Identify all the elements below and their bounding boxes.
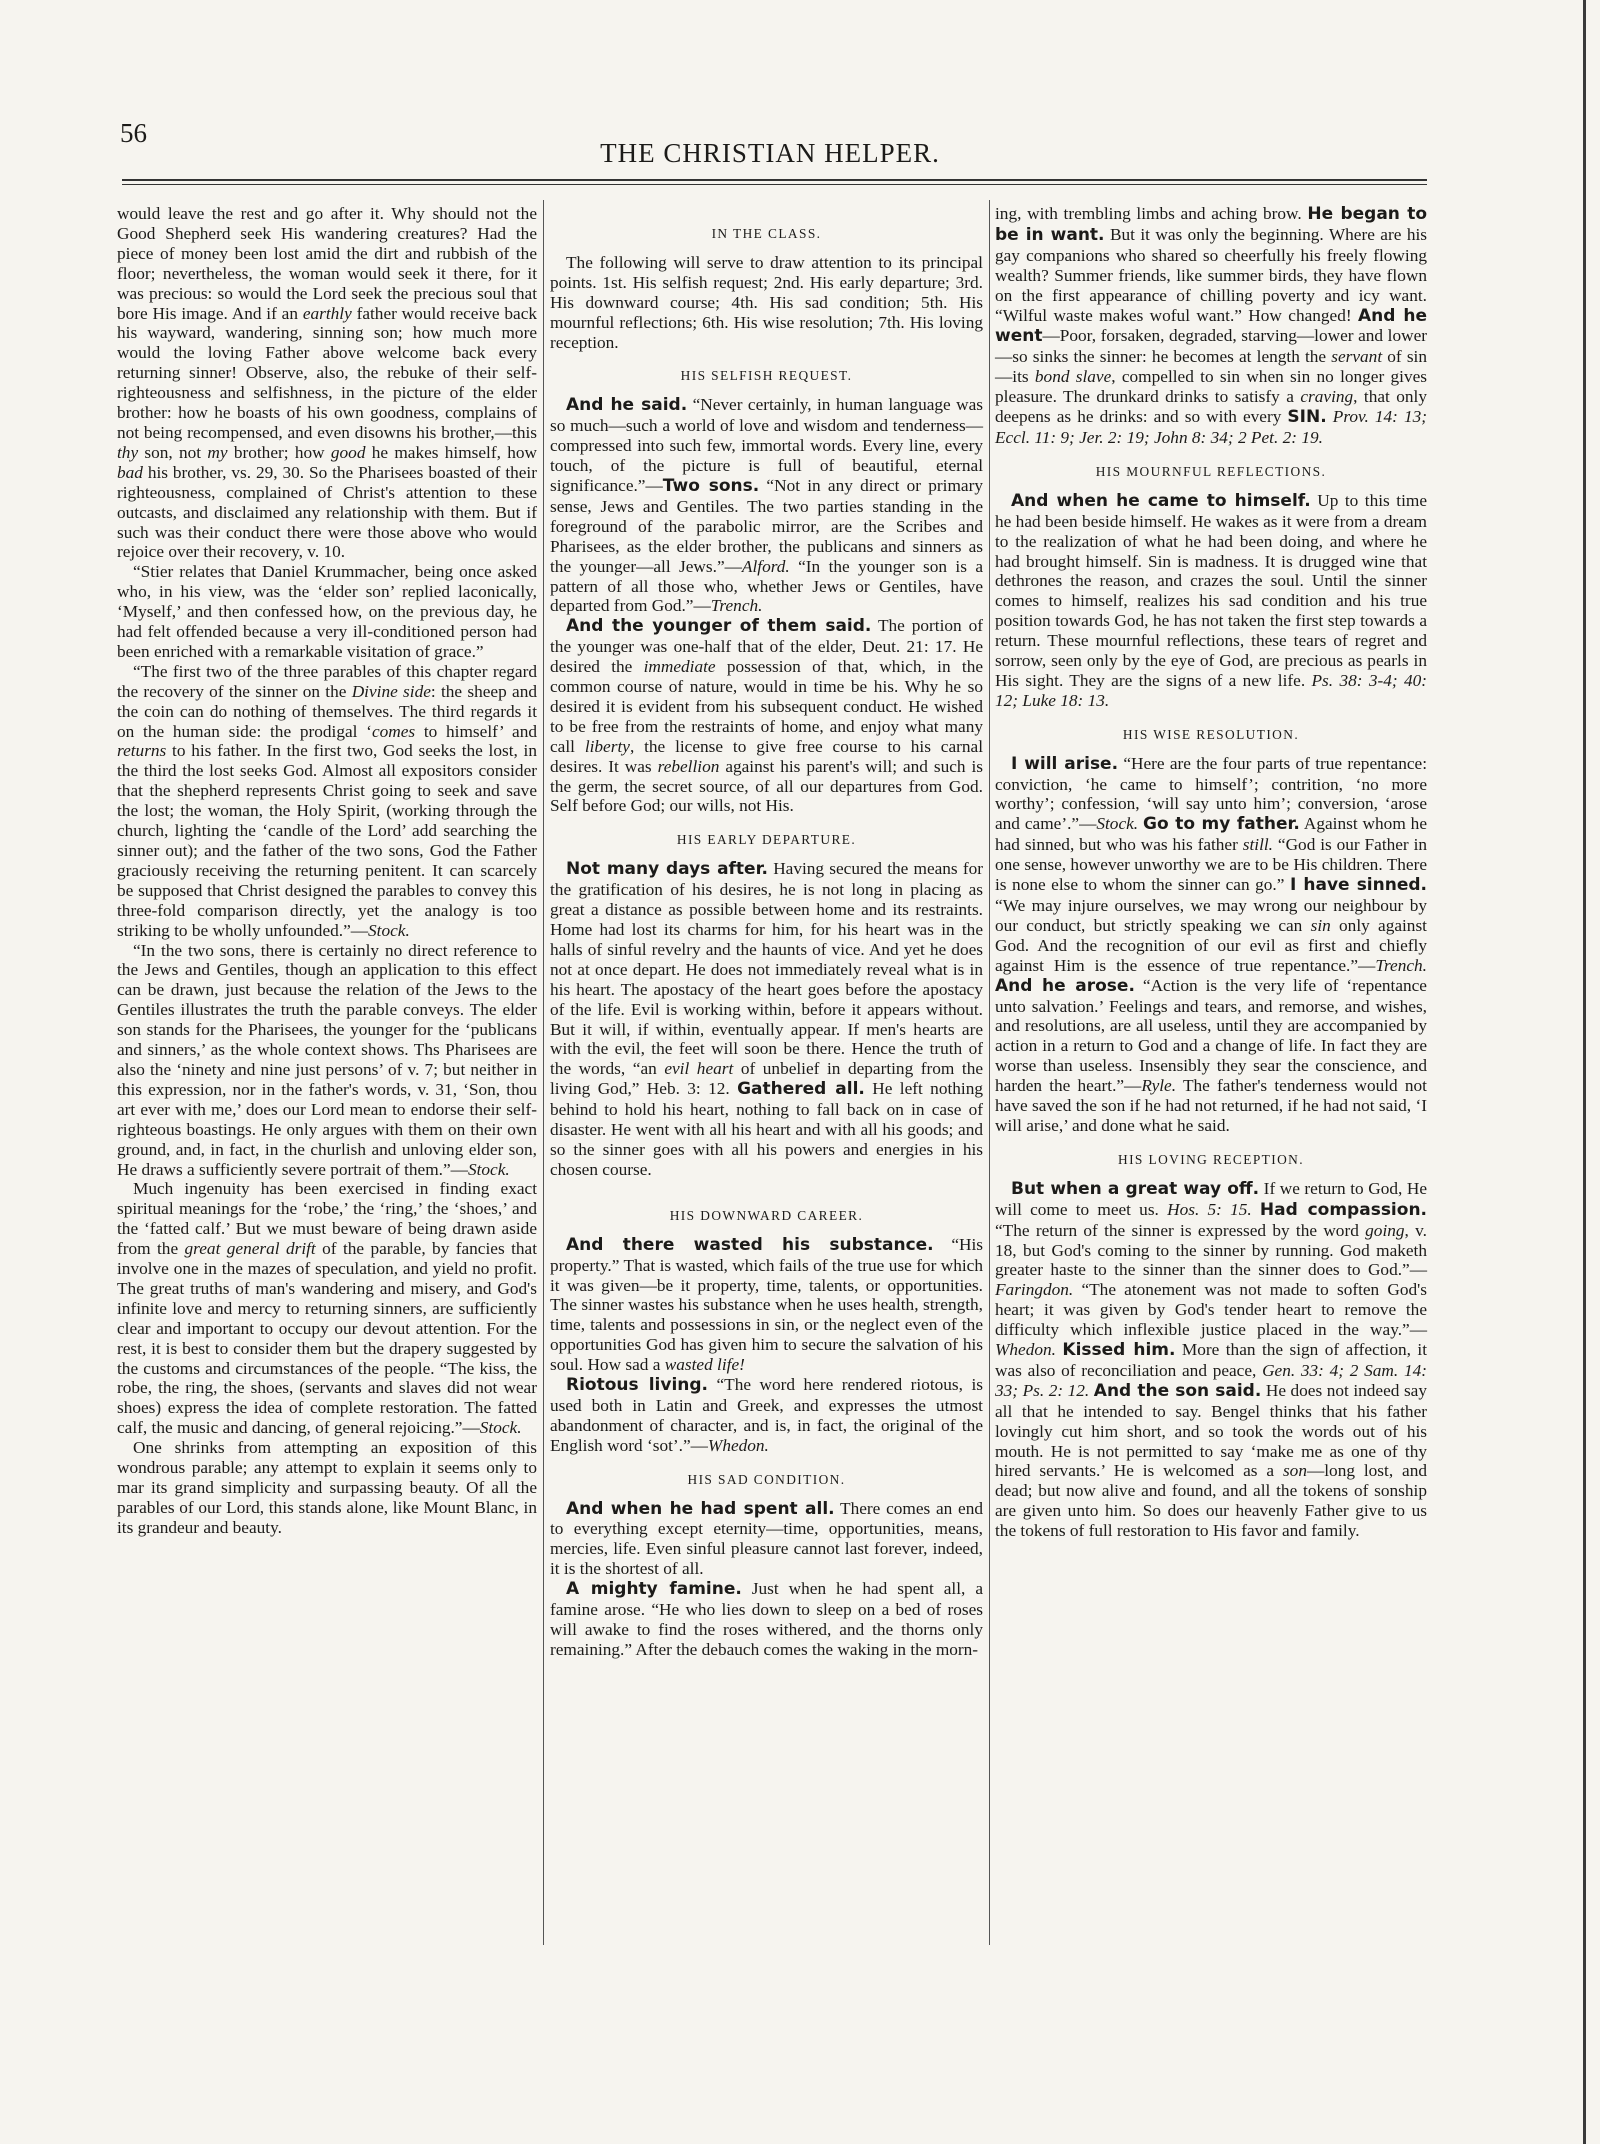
header-rule-top bbox=[122, 179, 1427, 181]
section-heading: IN THE CLASS. bbox=[711, 226, 822, 241]
keyword-phrase: He began to be in want. bbox=[995, 204, 1427, 245]
paragraph bbox=[117, 204, 537, 562]
text-run: : the sheep and the coin can do nothing of themselves. The third regards it on the human side: the prodigal ‘ bbox=[117, 681, 537, 741]
text-run: He does not indeed say all that he intended to say. Bengel thinks that his father lovingly cut him short, and so took the words out of his mouth. He is not permitted to say ‘make me as one of thy hired servants.’ He is welcomed as a bbox=[995, 1380, 1427, 1481]
italic-text: Trench. bbox=[710, 596, 763, 616]
paragraph bbox=[550, 616, 983, 816]
italic-text: immediate bbox=[643, 657, 716, 677]
text-run: “The word here rendered riotous, is used both in Latin and Greek, and expresses the utmost abandonment of character, and is, in fact, the original of the English word ‘sot’.”— bbox=[550, 1375, 983, 1455]
text-run: More than the sign of affection, it was also of reconciliation and peace, bbox=[995, 1340, 1427, 1380]
text-run: against his parent's will; and such is the germ, the secret source, of all our departures from God. Self before God; our wills, not His. bbox=[550, 756, 984, 816]
keyword-phrase: Two sons. bbox=[662, 475, 760, 496]
paragraph bbox=[117, 1438, 537, 1538]
italic-text: still. bbox=[1242, 835, 1274, 855]
paragraph bbox=[550, 1499, 983, 1580]
text-column-middle bbox=[550, 204, 983, 1660]
text-run: of the parable, by fancies that involve one in the mazes of speculation, and yield no profit. The great truths of man's wandering and misery, and God's infinite love and mercy to returning sinners, are sufficiently clear and important to occupy our devout attention. For the rest, it is best to consider them but the drapery suggested by the customs and circumstances of the people. “The kiss, the robe, the ring, the shoes, (servants and slaves did not wear shoes) express the idea of complete restoration. The fatted calf, the music and dancing, of general rejoicing.”— bbox=[117, 1239, 537, 1438]
italic-text: Whedon. bbox=[707, 1435, 769, 1455]
text-run: The portion of the younger was one-half that of the elder, Deut. 21: 17. He desired the bbox=[550, 616, 983, 677]
text-run: The following will serve to draw attention to its principal points. 1st. His selfish request; 2nd. His early departure; 3rd. His downward course; 4th. His sad condition; 5th. His mournful reflections; 6th. His wise resolution; 7th. His loving reception. bbox=[550, 252, 983, 352]
section-heading: HIS WISE RESOLUTION. bbox=[1122, 726, 1300, 742]
keyword-phrase: And he went bbox=[995, 305, 1427, 347]
keyword-phrase: Had compassion. bbox=[1259, 1199, 1428, 1220]
section-heading: HIS LOVING RECEPTION. bbox=[1118, 1151, 1304, 1167]
text-run: Up to this time he had been beside himself. He wakes as it were from a dream to the realization of what he had been doing, and where he had brought himself. Sin is madness. It is drugged wine that dethrones the reason, and crazes the soul. Until the sinner comes to himself, realizes his sad condition and his true position towards God, he has not taken the first step towards a return. These mournful reflections, these tears of regret and sorrow, seen only by the eye of God, are precious as pearls in His sight. They are the signs of a new life. bbox=[995, 490, 1428, 690]
text-run: “Stier relates that Daniel Krummacher, being once asked who, in his view, was the ‘elder son’ replied laconically, ‘Myself,’ and then confessed how, on the previous day, he had felt offended because a very ill-conditioned person had been enriched with a remarkable visitation of grace.” bbox=[117, 562, 537, 661]
italic-text: earthly bbox=[302, 303, 352, 323]
italic-text: Ps. 38: 3-4; 40: 12; Luke 18: 13. bbox=[995, 670, 1427, 710]
text-run: “His property.” That is wasted, which fails of the true use for which it was given—be it property, time, talents, or opportunities. The sinner wastes his substance when he uses health, strength, time, talents and possessions in sin, or the neglect even of the opportunities God has given him to secure the salvation of his soul. How sad a bbox=[550, 1234, 984, 1375]
italic-text: Trench. bbox=[1375, 955, 1427, 975]
italic-text: my bbox=[207, 442, 228, 462]
keyword-phrase: I will arise. bbox=[1011, 753, 1119, 774]
italic-text: Faringdon. bbox=[995, 1280, 1074, 1300]
text-run: Against whom he had sinned, but who was his father bbox=[995, 814, 1427, 855]
text-run: to himself’ and bbox=[415, 721, 537, 741]
paragraph bbox=[550, 253, 983, 353]
keyword-phrase: And the son said. bbox=[1093, 1380, 1262, 1401]
running-head-title: THE CHRISTIAN HELPER. bbox=[600, 138, 940, 168]
keyword-phrase: And there wasted his substance. bbox=[566, 1234, 934, 1255]
italic-text: Prov. 14: 13; Eccl. 11: 9; Jer. 2: 19; John 8: 34; 2 Pet. 2: 19. bbox=[995, 407, 1427, 447]
keyword-phrase: And he arose. bbox=[995, 975, 1135, 996]
column-divider-2 bbox=[989, 200, 990, 1945]
text-run: of sin—its bbox=[995, 347, 1427, 387]
text-run: “In the younger son is a pattern of all those who, whether Jews or Gentiles, have departed from God.”— bbox=[550, 556, 983, 616]
keyword-phrase: And when he had spent all. bbox=[566, 1498, 835, 1519]
text-run: to his father. In the first two, God seeks the lost, in the third the lost seeks God. Almost all expositors consider that the shepherd represents Christ going to seek and save the lost; the woman, the Holy Spirit, (working through the church, lighting the ‘candle of the Lord’ add searching the sinner out); and the father of the two sons, God the Father graciously receiving the returning penitent. It can scarcely be supposed that Christ designed the parables to convey this three-fold comparison directly, yet the analogy is too striking to be wholly unfounded.”— bbox=[117, 741, 537, 940]
italic-text: comes bbox=[371, 721, 416, 741]
text-column-right bbox=[995, 204, 1427, 1541]
paragraph bbox=[550, 1375, 983, 1456]
section-heading: HIS MOURNFUL REFLECTIONS. bbox=[1095, 463, 1327, 479]
paragraph bbox=[117, 941, 537, 1180]
text-run: “The first two of the three parables of this chapter regard the recovery of the sinner on the bbox=[117, 661, 537, 701]
section-heading: HIS SELFISH REQUEST. bbox=[680, 368, 853, 384]
italic-text: Gen. 33: 4; 2 Sam. 14: 33; Ps. 2: 12. bbox=[995, 1360, 1427, 1400]
text-run bbox=[1252, 1200, 1260, 1219]
italic-text: sin bbox=[1310, 915, 1331, 935]
paragraph bbox=[995, 204, 1427, 448]
italic-text: going bbox=[1365, 1220, 1405, 1240]
keyword-phrase: And the younger of them said. bbox=[566, 616, 872, 637]
keyword-phrase: Not many days after. bbox=[566, 859, 769, 880]
text-run: “The return of the sinner is expressed by the word bbox=[995, 1220, 1366, 1240]
text-run: If we return to God, He will come to meet us. bbox=[995, 1178, 1427, 1219]
text-run: ing, with trembling limbs and aching brow. bbox=[995, 204, 1308, 223]
text-run: Just when he had spent all, a famine arose. “He who lies down to sleep on a bed of roses will awake to find the roses withered, and the thorns only remaining.” After the debauch comes the waking in the morn- bbox=[550, 1579, 983, 1659]
italic-text: craving bbox=[1300, 387, 1354, 407]
italic-text: Stock. bbox=[368, 920, 410, 940]
keyword-phrase: Kissed him. bbox=[1062, 1340, 1176, 1361]
page-edge-shadow bbox=[1583, 0, 1586, 2144]
paragraph bbox=[995, 491, 1427, 711]
paragraph bbox=[995, 1179, 1427, 1541]
section-spacer bbox=[550, 1180, 983, 1192]
text-run: —Poor, forsaken, degraded, starving—lower and lower—so sinks the sinner: he becomes at length the bbox=[995, 326, 1427, 367]
italic-text: liberty bbox=[584, 736, 630, 756]
paragraph bbox=[995, 754, 1427, 1136]
paragraph bbox=[550, 1579, 983, 1660]
text-run: “Here are the four parts of true repentance: conviction, ‘he came to himself’; contrition, ‘no more worthy’; confession, ‘will say unto him’; conversion, ‘arose and came’.”— bbox=[995, 753, 1428, 834]
text-column-left bbox=[117, 204, 537, 1538]
italic-text: wasted life! bbox=[664, 1355, 745, 1375]
text-run: But it was only the beginning. Where are his gay companions who shared so cheerfully his freely flowing wealth? Summer friends, like summer birds, they have flown on the first appearance of chilling poverty and icy want. “Wilful waste makes woful want.” How changed! bbox=[995, 224, 1427, 325]
italic-text: evil heart bbox=[664, 1059, 734, 1079]
italic-text: Alford. bbox=[741, 556, 790, 576]
text-run: —long lost, and dead; but now alive and found, and all the tokens of sonship are given unto him. So does our heavenly Father give to us the tokens of full restoration to His favor and family. bbox=[995, 1461, 1427, 1541]
paragraph bbox=[550, 1235, 983, 1375]
italic-text: good bbox=[330, 442, 366, 462]
text-run: “God is our Father in one sense, however unworthy we are to be His children. There is none else to whom the sinner can go.” bbox=[995, 835, 1428, 895]
paragraph bbox=[117, 562, 537, 662]
text-run: he makes himself, how bbox=[365, 442, 537, 462]
text-run: , v. 18, but God's coming to the sinner by running. God maketh greater haste to the sinner than the sinner does to God.”— bbox=[995, 1220, 1427, 1280]
text-run: brother; how bbox=[227, 442, 331, 462]
paragraph bbox=[117, 662, 537, 941]
keyword-phrase: Go to my father. bbox=[1143, 814, 1300, 835]
text-run: “In the two sons, there is certainly no direct reference to the Jews and Gentiles, though an application to this effect can be drawn, just because the relation of the Jews to the Gentiles illustrates the truth the parable conveys. The elder son stands for the Pharisees, the younger for the ‘publicans and sinners,’ as the whole context shows. Ths Pharisees are also the ‘ninety and nine just persons’ of v. 7; but neither in this expression, nor in the father's words, v. 31, ‘Son, thou art ever with me,’ does our Lord mean to endorse their self-righteous boastings. He only argues with them on their own ground, and, in fact, in the churlish and unloving elder son, He draws a sufficiently severe portrait of them.”— bbox=[117, 940, 537, 1179]
text-run: Having secured the means for the gratification of his desires, he is not long in placing as great a distance as possible between home and its restraints. Home had lost its charms for him, for his heart was in the halls of sinful revelry and the haunts of vice. And yet he does not at once depart. He does not immediately reveal what is in his heart. The apostacy of the heart goes before the apostacy of the life. Evil is working within, before it appears without. But it will, if within, eventually appear. If men's hearts are with the evil, the feet will soon be there. Hence the truth of the words, “an bbox=[550, 859, 983, 1079]
paragraph bbox=[550, 859, 983, 1180]
text-run: “The atonement was not made to soften God's heart; it was given by God's tender heart to remove the difficulty which inflexible justice placed in the way.”— bbox=[995, 1280, 1427, 1340]
text-run: There comes an end to everything except eternity—time, opportunities, means, mercies, life. Even sinful pleasure cannot last forever, indeed, it is the shortest of all. bbox=[550, 1498, 984, 1579]
italic-text: returns bbox=[117, 741, 167, 761]
italic-text: thy bbox=[117, 442, 139, 462]
text-run: of unbelief in departing from the living God,” Heb. 3: 12. bbox=[550, 1059, 984, 1099]
italic-text: bond slave bbox=[1034, 367, 1112, 387]
keyword-phrase: But when a great way off. bbox=[1011, 1178, 1260, 1199]
text-run: his brother, vs. 29, 30. So the Pharisees boasted of their righteousness, complained of Christ's attention to these outcasts, and disclaimed any relationship with them. But if such was their conduct there were those above who would rejoice over their recovery, v. 10. bbox=[117, 462, 537, 562]
text-run: , compelled to sin when sin no longer gives pleasure. The drunkard drinks to satisfy a bbox=[995, 367, 1427, 407]
italic-text: Stock. bbox=[467, 1159, 510, 1179]
italic-text: Stock. bbox=[1096, 814, 1139, 834]
italic-text: son bbox=[1282, 1461, 1307, 1481]
keyword-phrase: A mighty famine. bbox=[566, 1579, 742, 1600]
text-run: One shrinks from attempting an exposition of this wondrous parable; any attempt to explain it seems only to mar its grand simplicity and surpassing beauty. Of all the parables of our Lord, this stands alone, like Mount Blanc, in its grandeur and beauty. bbox=[117, 1438, 537, 1537]
text-run: He left nothing behind to hold his heart, nothing to fall back on in case of disaster. He went with all his heart and with all his goods; and so the sinner goes with all his powers and energies in his chosen course. bbox=[550, 1079, 983, 1179]
italic-text: Hos. 5: 15. bbox=[1167, 1199, 1252, 1219]
paragraph bbox=[117, 1179, 537, 1438]
italic-text: bad bbox=[117, 462, 143, 482]
text-run: The father's tenderness would not have saved the son if he had not returned, if he had not said, ‘I will arise,’ and done what he said. bbox=[995, 1076, 1427, 1135]
column-divider-1 bbox=[543, 200, 544, 1945]
text-run: would leave the rest and go after it. Why should not the Good Shepherd seek His wandering creatures? Had the piece of money been lost amid the dirt and rubbish of the floor; nevertheless, the woman would seek it there, for it was precious: so would the Lord seek the precious soul that bore His image. And if an bbox=[117, 204, 537, 323]
paragraph bbox=[550, 395, 983, 616]
text-run: only against God. And the recognition of our evil as first and chiefly against Him is the essence of true repentance.”— bbox=[995, 915, 1427, 975]
keyword-phrase: I have sinned. bbox=[1289, 875, 1427, 896]
text-run: “We may injure ourselves, we may wrong our neighbour by our conduct, but strictly speaking we can bbox=[995, 896, 1427, 935]
page-number: 56 bbox=[120, 118, 147, 148]
italic-text: Ryle. bbox=[1141, 1076, 1177, 1096]
italic-text: Whedon. bbox=[995, 1340, 1056, 1360]
keyword-phrase: SIN. bbox=[1287, 407, 1327, 428]
text-run: father would receive back his wayward, wandering, sinning son; how much more would the loving Father above welcome back every returning sinner! Observe, also, the rebuke of their self-righteousness and selfishness, in the picture of the elder brother: how he boasts of his own goodness, complains of not being recompensed, and even disowns his brother,—this bbox=[117, 303, 538, 442]
text-run: “Not in any direct or primary sense, Jews and Gentiles. The two parties standing in the foreground of the parabolic mirror, are the Scribes and Pharisees, as the elder brother, the publicans and sinners as the younger—all Jews.”— bbox=[550, 475, 983, 576]
text-run: “Never certainly, in human language was so much—such a world of love and wisdom and tenderness—compressed into such few, immortal words. Every line, every touch, of the picture is full of beautiful, eternal significance.”— bbox=[550, 395, 983, 495]
text-run: , that only deepens as he drinks: and so with every bbox=[995, 387, 1427, 427]
italic-text: great general drift bbox=[184, 1239, 316, 1259]
italic-text: servant bbox=[1331, 347, 1383, 367]
keyword-phrase: And he said. bbox=[566, 395, 688, 416]
italic-text: Divine side bbox=[351, 681, 431, 701]
keyword-phrase: Riotous living. bbox=[566, 1375, 708, 1396]
section-heading: HIS SAD CONDITION. bbox=[687, 1471, 846, 1487]
text-run: Much ingenuity has been exercised in finding exact spiritual meanings for the ‘robe,’ the ‘ring,’ the ‘shoes,’ and the ‘fatted calf.’ But we must beware of being drawn aside from the bbox=[117, 1179, 537, 1259]
section-heading: HIS EARLY DEPARTURE. bbox=[676, 832, 857, 848]
text-run: “Action is the very life of ‘repentance unto salvation.’ Feelings and tears, and remorse, and wishes, and resolutions, are all useless, until they are accompanied by action in a return to God and a change of life. In fact they are worse than useless. Insensibly they sear the conscience, and harden the heart.”— bbox=[995, 975, 1427, 1096]
section-heading: HIS DOWNWARD CAREER. bbox=[669, 1207, 864, 1223]
text-run: son, not bbox=[138, 442, 208, 462]
italic-text: rebellion bbox=[657, 756, 720, 776]
keyword-phrase: And when he came to himself. bbox=[1011, 490, 1311, 511]
text-run: , the license to give free course to his carnal desires. It was bbox=[550, 736, 984, 776]
italic-text: Stock. bbox=[479, 1418, 522, 1438]
text-run: possession of that, which, in the common course of nature, would in time be his. Why he so desired it is evident from his subsequent conduct. He wished to be free from the restraints of home, and enjoy what many call bbox=[550, 657, 983, 756]
keyword-phrase: Gathered all. bbox=[737, 1079, 865, 1100]
header-rule-bottom bbox=[122, 184, 1427, 185]
